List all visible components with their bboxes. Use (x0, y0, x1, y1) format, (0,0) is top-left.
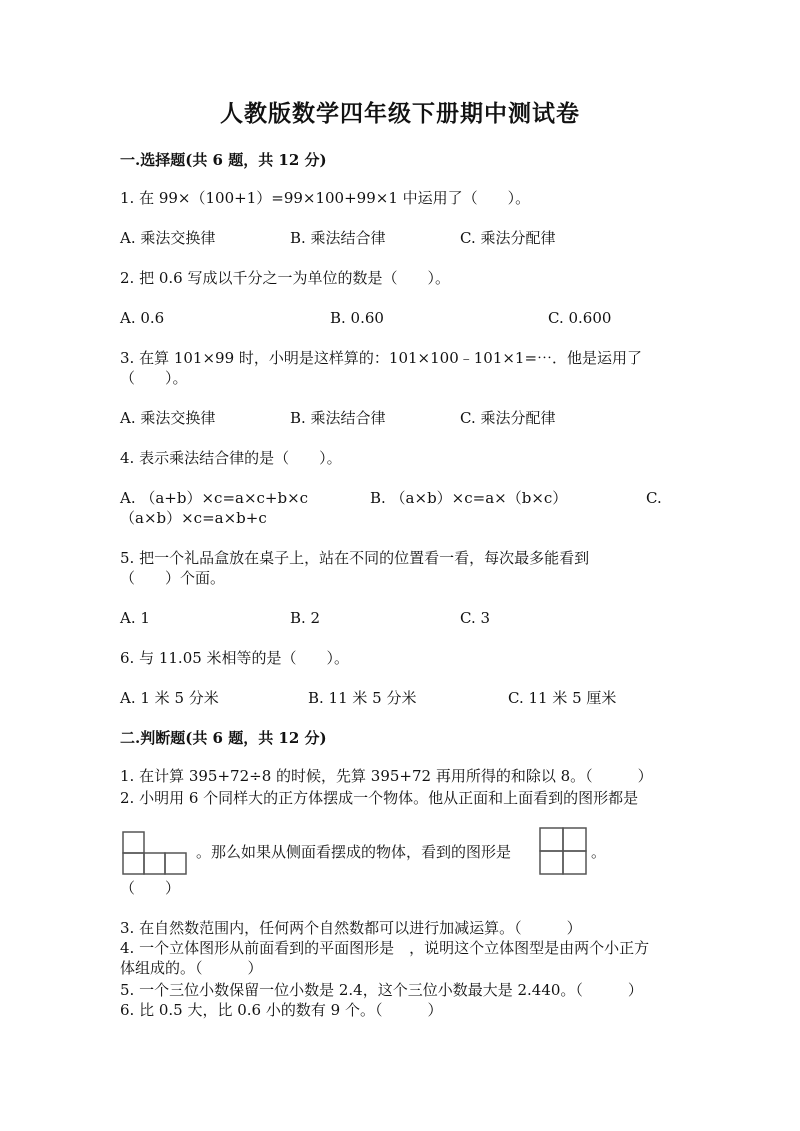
front-view-figure (122, 831, 188, 875)
question-stem: 6. 与 11.05 米相等的是（ ）。 (120, 649, 350, 667)
question-stem: 1. 在 99×（100+1）=99×100+99×1 中运用了（ ）。 (120, 189, 531, 207)
option-b: B. 乘法结合律 (290, 229, 386, 247)
option-b: B. 11 米 5 分米 (308, 689, 417, 707)
option-c: C. 乘法分配律 (460, 409, 556, 427)
question-stem: 4. 表示乘法结合律的是（ ）。 (120, 449, 342, 467)
option-c: C. 0.600 (548, 309, 612, 327)
option-b: B. 乘法结合律 (290, 409, 386, 427)
question-stem: 3. 在算 101×99 时，小明是这样算的：101×100﹣101×1=⋯．他是运用了 (120, 349, 643, 367)
judgement-question: 4. 一个立体图形从前面看到的平面图形是 ，说明这个立体图型是由两个小正方 (120, 939, 650, 957)
question-stem: 5. 把一个礼品盒放在桌子上，站在不同的位置看一看，每次最多能看到 (120, 549, 590, 567)
option-a: A. 乘法交换律 (120, 409, 216, 427)
option-a: A. 0.6 (120, 309, 165, 327)
option-b: B. 0.60 (330, 309, 384, 327)
option-c: C. 乘法分配律 (460, 229, 556, 247)
option-a: A. 乘法交换律 (120, 229, 216, 247)
question-stem-cont: （ ）。 (120, 369, 188, 387)
judgement-question-end: 。 (591, 843, 607, 861)
answer-bracket: （ ） (120, 879, 181, 897)
question-stem: 2. 把 0.6 写成以千分之一为单位的数是（ ）。 (120, 269, 450, 287)
judgement-question: 6. 比 0.5 大，比 0.6 小的数有 9 个。（ ） (120, 1001, 443, 1019)
section-heading-choice: 一.选择题(共 6 题，共 12 分) (120, 151, 327, 169)
question-stem-cont: （ ）个面。 (120, 569, 226, 587)
option-c-cont: （a×b）×c=a×b+c (120, 509, 267, 527)
judgement-question: 2. 小明用 6 个同样大的正方体摆成一个物体。他从正面和上面看到的图形都是 (120, 789, 639, 807)
option-a: A. 1 (120, 609, 150, 627)
judgement-question: 3. 在自然数范围内，任何两个自然数都可以进行加减运算。（ ） (120, 919, 582, 937)
option-a: A. （a+b）×c=a×c+b×c (120, 489, 309, 507)
judgement-question-cont: 体组成的。（ ） (120, 959, 263, 977)
option-c: C. 3 (460, 609, 491, 627)
option-c: C. (646, 489, 662, 507)
option-a: A. 1 米 5 分米 (120, 689, 219, 707)
judgement-question: 5. 一个三位小数保留一位小数是 2.4，这个三位小数最大是 2.440。（ ） (120, 981, 643, 999)
judgement-question-cont: 。那么如果从侧面看摆成的物体，看到的图形是 (196, 843, 512, 861)
option-b: B. （a×b）×c=a×（b×c） (370, 489, 568, 507)
option-b: B. 2 (290, 609, 321, 627)
section-heading-judgement: 二.判断题(共 6 题，共 12 分) (120, 729, 327, 747)
page-title: 人教版数学四年级下册期中测试卷 (220, 100, 580, 127)
option-c: C. 11 米 5 厘米 (508, 689, 617, 707)
judgement-question: 1. 在计算 395+72÷8 的时候，先算 395+72 再用所得的和除以 8。（ ） (120, 767, 653, 785)
side-view-figure (539, 827, 587, 875)
